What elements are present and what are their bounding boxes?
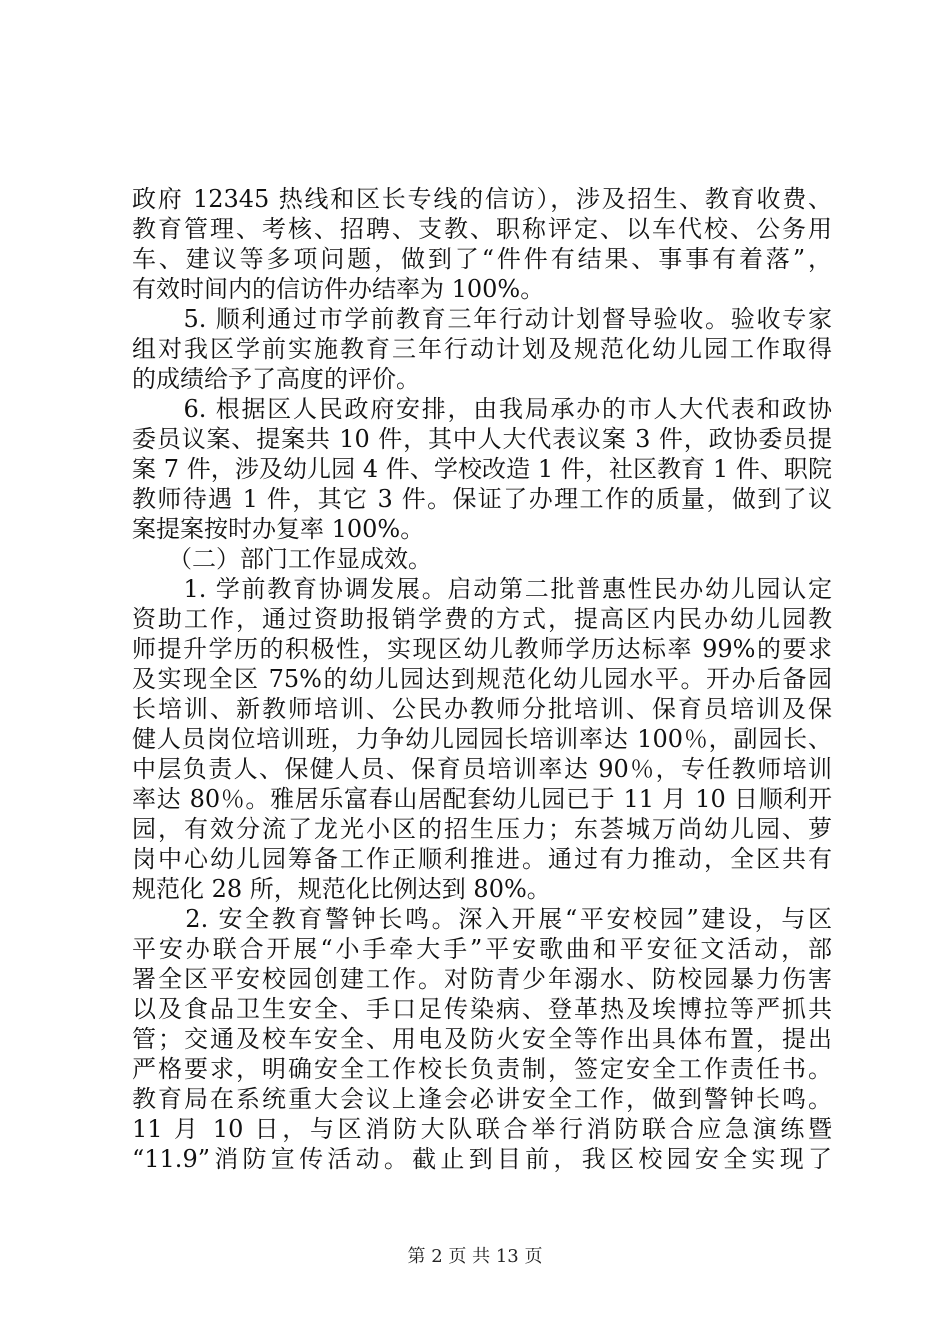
body-text-line: 资助工作，通过资助报销学费的方式，提高区内民办幼儿园教 xyxy=(132,605,832,633)
body-text-line: 率达 80％。雅居乐富春山居配套幼儿园已于 11 月 10 日顺利开 xyxy=(132,785,832,813)
body-text-line: 以及食品卫生安全、手口足传染病、登革热及埃博拉等严抓共 xyxy=(132,995,832,1023)
body-text-line: 岗中心幼儿园筹备工作正顺利推进。通过有力推动，全区共有 xyxy=(132,845,832,873)
body-text-line: 中层负责人、保健人员、保育员培训率达 90％，专任教师培训 xyxy=(132,755,832,783)
body-text-line: 11 月 10 日，与区消防大队联合举行消防联合应急演练暨 xyxy=(132,1115,832,1143)
body-text-line: 严格要求，明确安全工作校长负责制，签定安全工作责任书。 xyxy=(132,1055,832,1083)
page-number-footer: 第 2 页 共 13 页 xyxy=(407,1246,543,1267)
body-text-line: 6. 根据区人民政府安排，由我局承办的市人大代表和政协 xyxy=(132,395,832,423)
body-text-line: 管；交通及校车安全、用电及防火安全等作出具体布置，提出 xyxy=(132,1025,832,1053)
body-text-line: “11.9”消防宣传活动。截止到目前，我区校园安全实现了 xyxy=(132,1145,832,1173)
body-text-line: 及实现全区 75%的幼儿园达到规范化幼儿园水平。开办后备园 xyxy=(132,665,832,693)
body-text-line: 的成绩给予了高度的评价。 xyxy=(132,365,420,393)
body-text-line: 规范化 28 所，规范化比例达到 80%。 xyxy=(132,875,551,903)
body-text-line: 园，有效分流了龙光小区的招生压力；东荟城万尚幼儿园、萝 xyxy=(132,815,832,843)
section-heading: （二）部门工作显成效。 xyxy=(132,545,432,573)
body-text-line: 师提升学历的积极性，实现区幼儿教师学历达标率 99%的要求 xyxy=(132,635,832,663)
body-text-line: 平安办联合开展“小手牵大手”平安歌曲和平安征文活动，部 xyxy=(132,935,832,963)
body-text-line: 教育局在系统重大会议上逢会必讲安全工作，做到警钟长鸣。 xyxy=(132,1085,832,1113)
body-text-line: 健人员岗位培训班，力争幼儿园园长培训率达 100％，副园长、 xyxy=(132,725,832,753)
body-text-line: 长培训、新教师培训、公民办教师分批培训、保育员培训及保 xyxy=(132,695,832,723)
body-text-line: 委员议案、提案共 10 件，其中人大代表议案 3 件，政协委员提 xyxy=(132,425,832,453)
body-text-line: 政府 12345 热线和区长专线的信访），涉及招生、教育收费、 xyxy=(132,185,832,213)
body-text-line: 2. 安全教育警钟长鸣。深入开展“平安校园”建设，与区 xyxy=(132,905,832,933)
body-text-line: 5. 顺利通过市学前教育三年行动计划督导验收。验收专家 xyxy=(132,305,832,333)
body-text-line: 组对我区学前实施教育三年行动计划及规范化幼儿园工作取得 xyxy=(132,335,832,363)
body-text-line: 车、建议等多项问题，做到了“件件有结果、事事有着落”， xyxy=(132,245,832,273)
body-text-line: 署全区平安校园创建工作。对防青少年溺水、防校园暴力伤害 xyxy=(132,965,832,993)
body-text-line: 案 7 件，涉及幼儿园 4 件、学校改造 1 件，社区教育 1 件、职院 xyxy=(132,455,832,483)
body-text-line: 1. 学前教育协调发展。启动第二批普惠性民办幼儿园认定 xyxy=(132,575,832,603)
body-text-line: 案提案按时办复率 100%。 xyxy=(132,515,425,543)
body-text-line: 教师待遇 1 件，其它 3 件。保证了办理工作的质量，做到了议 xyxy=(132,485,832,513)
body-text-line: 有效时间内的信访件办结率为 100%。 xyxy=(132,275,545,303)
body-text-line: 教育管理、考核、招聘、支教、职称评定、以车代校、公务用 xyxy=(132,215,832,243)
